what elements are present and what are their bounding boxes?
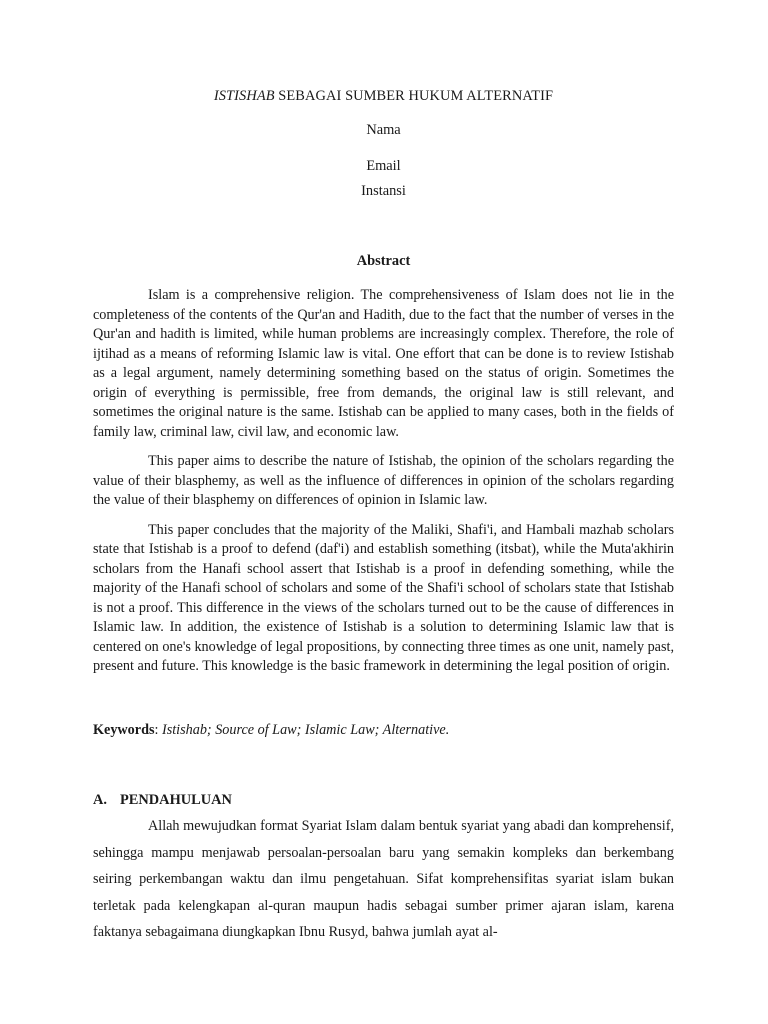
- paper-title: [93, 86, 674, 106]
- paper-title-rest: SEBAGAI SUMBER HUKUM ALTERNATIF: [274, 88, 554, 104]
- author-name: Nama: [366, 122, 401, 138]
- keywords-separator: :: [154, 722, 162, 738]
- abstract-paragraph: This paper concludes that the majority of the Maliki, Shafi'i, and Hambali mazhab scholars state that Istishab is a proof to defend (daf'i) and establish something (itsbat), while the Muta'akhirin scholars from the Hanafi school assert that Istishab is a proof in defending something, while the majority of the Hanafi school of scholars and some of the Shafi'i school of scholars state that Istishab is not a proof. This difference in the views of the scholars turned out to be the cause of differences in Islamic law. In addition, the existence of Istishab is a solution to determining Islamic law that is centered on one's knowledge of legal propositions, by connecting three times as one unit, namely past, present and future. This knowledge is the basic framework in determining the legal position of origin.: [93, 521, 674, 674]
- author-institution: Instansi: [361, 183, 406, 199]
- author-email: Email: [366, 158, 401, 174]
- section-number: A.: [93, 792, 107, 808]
- section-paragraph: Allah mewujudkan format Syariat Islam dalam bentuk syariat yang abadi dan komprehensif, sehingga mampu menjawab persoalan-persoalan baru yang semakin kompleks dan berkembang seiring perkembangan waktu dan ilmu pengetahuan. Sifat komprehensifitas syariat islam bukan terletak pada kelengkapan al-quran maupun hadis sebagai sumber primer ajaran islam, karena faktanya sebagaimana diungkapkan Ibnu Rusyd, bahwa jumlah ayat al-: [93, 818, 674, 940]
- section-heading: [93, 790, 674, 810]
- abstract-paragraph: This paper aims to describe the nature of Istishab, the opinion of the scholars regarding the value of their blasphemy, as well as the influence of differences in opinion of the scholars regarding the value of their blasphemy on differences of opinion in Islamic law.: [93, 453, 674, 508]
- document-page: [93, 0, 674, 1024]
- keywords-label: Keywords: [93, 722, 155, 738]
- abstract-body: [93, 286, 674, 687]
- keywords-end: .: [445, 722, 450, 738]
- abstract-heading: Abstract: [356, 253, 411, 269]
- paper-title-italic: ISTISHAB: [213, 88, 275, 104]
- abstract-paragraph: Islam is a comprehensive religion. The comprehensiveness of Islam does not lie in the completeness of the contents of the Qur'an and Hadith, due to the fact that the number of verses in the Qur'an and hadith is limited, while human problems are increasingly complex. Therefore, the role of ijtihad as a means of reforming Islamic law is vital. One effort that can be done is to review Istishab as a legal argument, namely determining something based on the status of origin. Sometimes the origin of everything is permissible, free from demands, the original law is still relevant, and sometimes the original nature is the same. Istishab can be applied to many cases, both in the fields of family law, criminal law, civil law, and economic law.: [93, 287, 674, 440]
- section-title: PENDAHULUAN: [120, 792, 232, 808]
- keywords-values: Istishab; Source of Law; Islamic Law; Alternative: [161, 722, 446, 738]
- keywords-line: [93, 721, 674, 741]
- section-body: [93, 813, 674, 946]
